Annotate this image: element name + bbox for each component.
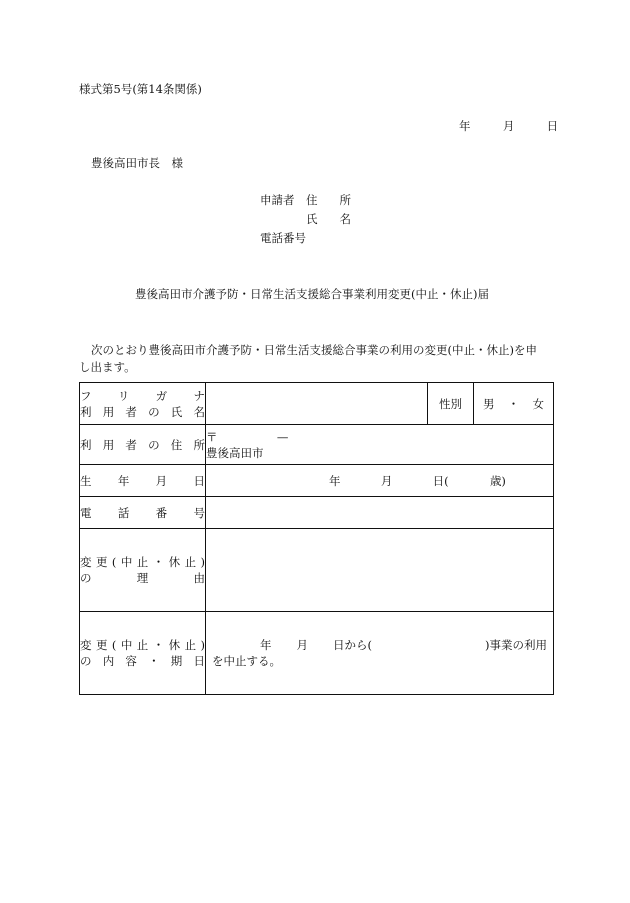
content-field[interactable] [206,612,554,695]
addressee: 豊後高田市長 様 [91,156,183,170]
phone-label-cell [80,497,206,529]
content-from: 日から( [333,638,372,652]
furigana-label: フ リ ガ ナ [80,388,205,403]
intro-line-1: 次のとおり豊後高田市介護予防・日常生活支援総合事業の利用の変更(中止・休止)を申 [91,343,537,357]
row-content [80,612,554,695]
birthdate-label-cell [80,465,206,497]
reason-label-line-2: の 理 由 [80,571,205,585]
user-address-label-cell [80,425,206,465]
date-line [459,119,558,133]
birthdate-age: 歳) [489,473,506,488]
phone-label: 電 話 番 号 [80,505,205,520]
reason-label-cell [80,529,206,612]
intro-line-2: し出ます。 [79,360,136,374]
applicant-label: 申請者 [260,193,295,207]
content-year: 年 [260,638,272,652]
row-phone [80,497,554,529]
user-name-label: 利 用 者 の 氏 名 [80,404,205,419]
application-form-table [79,382,554,695]
user-name-label-cell [80,383,206,425]
date-year-label: 年 [459,119,471,133]
row-user-name [80,383,554,425]
content-label-line-1: 変 更 ( 中 止 ・ 休 止 ) [80,638,205,652]
content-line-2: を中止する。 [212,654,281,668]
applicant-address-label: 住 所 [306,193,351,207]
user-address-label: 利 用 者 の 住 所 [80,437,205,452]
form-number: 様式第5号(第14条関係) [79,82,202,96]
document-title: 豊後高田市介護予防・日常生活支援総合事業利用変更(中止・休止)届 [135,287,489,301]
row-user-address [80,425,554,465]
address-city: 豊後高田市 [206,445,264,460]
reason-field[interactable] [206,529,554,612]
date-day-label: 日 [546,119,559,133]
gender-label: 性別 [428,383,474,425]
content-month: 月 [296,638,308,652]
content-line-1 [212,637,547,653]
user-name-field[interactable] [206,383,428,425]
reason-label-line-1: 変 更 ( 中 止 ・ 休 止 ) [80,555,205,569]
postal-dash: — [276,429,289,444]
birthdate-year: 年 [329,473,341,488]
gender-female[interactable]: 女 [532,396,544,411]
row-reason [80,529,554,612]
birthdate-label: 生 年 月 日 [80,473,205,488]
content-label-cell [80,612,206,695]
user-address-field[interactable] [206,425,554,465]
gender-male[interactable]: 男 [483,396,495,411]
birthdate-month: 月 [380,473,393,488]
phone-field[interactable] [206,497,554,529]
content-suffix: )事業の利用 [485,638,547,652]
applicant-name-label: 氏 名 [306,212,351,226]
content-label-line-2: の 内 容 ・ 期 日 [80,654,205,668]
postal-code-line [206,429,553,445]
birthdate-day: 日( [432,473,449,488]
birthdate-field[interactable] [206,465,554,497]
row-birthdate [80,465,554,497]
postal-mark: 〒 [206,429,218,444]
date-month-label: 月 [502,119,515,133]
gender-field[interactable]: 男 ・ 女 [474,383,554,425]
applicant-phone-label: 電話番号 [260,231,306,245]
